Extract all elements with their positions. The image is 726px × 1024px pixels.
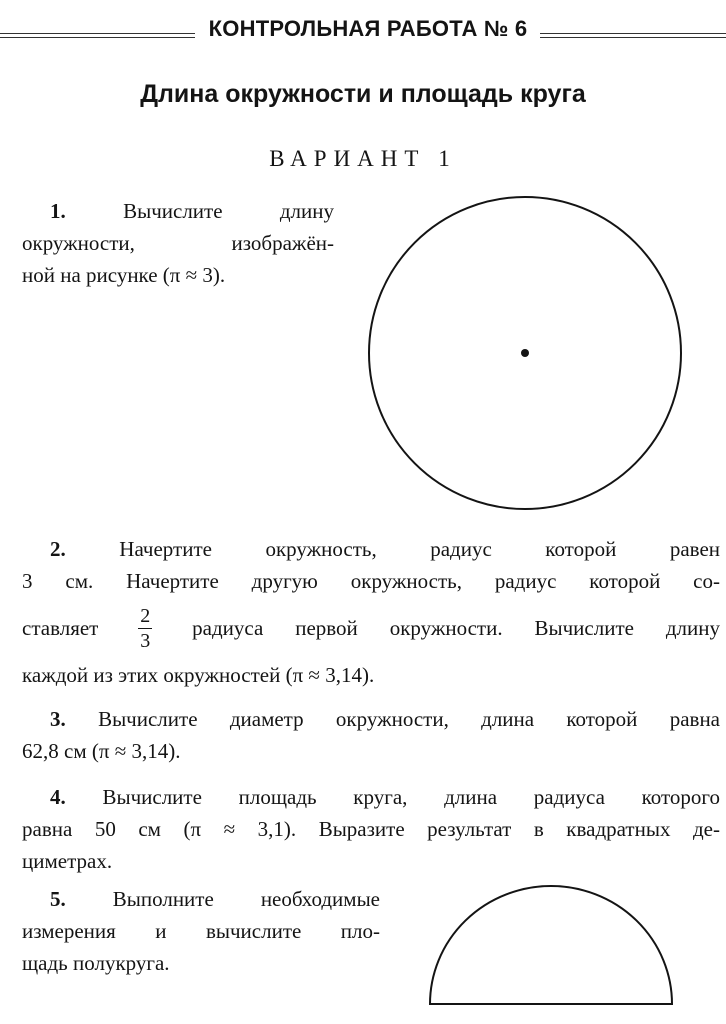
header-rule-right bbox=[540, 33, 726, 38]
task-4-line bbox=[22, 781, 720, 813]
task-5-line: измерения и вычислите пло- bbox=[22, 919, 380, 943]
task-number: 1. bbox=[50, 199, 66, 223]
task-5-line: щадь полукруга. bbox=[22, 951, 170, 975]
task-2-line bbox=[22, 533, 720, 565]
task-4 bbox=[22, 781, 720, 877]
semicircle-outline bbox=[430, 886, 672, 1004]
task-2-line bbox=[22, 597, 720, 659]
task-1-line bbox=[22, 195, 334, 227]
task-2-line: 3 см. Начертите другую окружность, радиус которой со- bbox=[22, 569, 720, 593]
fraction-bar bbox=[138, 628, 152, 629]
task-1-line: ной на рисунке (π ≈ 3). bbox=[22, 263, 226, 287]
task-text: Вычислите длину bbox=[123, 199, 334, 223]
fraction-numerator: 2 bbox=[140, 604, 151, 627]
task-3-line: 62,8 см (π ≈ 3,14). bbox=[22, 739, 181, 763]
task-2-line: каждой из этих окружностей (π ≈ 3,14). bbox=[22, 663, 375, 687]
task-text: радиуса первой окружности. Вычислите длину bbox=[192, 616, 720, 640]
topic-heading: Длина окружности и площадь круга bbox=[140, 80, 586, 108]
work-title: КОНТРОЛЬНАЯ РАБОТА № 6 bbox=[208, 16, 528, 41]
task-5 bbox=[22, 883, 380, 979]
task-5-line bbox=[22, 883, 380, 915]
task-4-line: циметрах. bbox=[22, 849, 113, 873]
task-text: ставляет bbox=[22, 616, 99, 640]
circle-center-dot bbox=[521, 349, 529, 357]
task-text: Вычислите диаметр окружности, длина которой равна bbox=[98, 707, 720, 731]
task-text: Вычислите площадь круга, длина радиуса которого bbox=[102, 785, 720, 809]
variant-heading: ВАРИАНТ 1 bbox=[269, 146, 457, 171]
fraction-denominator: 3 bbox=[140, 629, 151, 652]
circle-figure bbox=[368, 196, 688, 516]
task-text: Начертите окружность, радиус которой равен bbox=[119, 537, 721, 561]
fraction bbox=[138, 606, 152, 651]
header-rule-left bbox=[0, 33, 195, 38]
task-number: 2. bbox=[50, 537, 66, 561]
task-number: 3. bbox=[50, 707, 66, 731]
task-2 bbox=[22, 533, 720, 691]
task-3 bbox=[22, 703, 720, 767]
semicircle-figure bbox=[428, 884, 676, 1014]
task-1 bbox=[22, 195, 334, 291]
task-text: Выполните необходимые bbox=[112, 887, 380, 911]
task-3-line bbox=[22, 703, 720, 735]
task-4-line: равна 50 см (π ≈ 3,1). Выразите результат в квадратных де- bbox=[22, 817, 720, 841]
task-number: 4. bbox=[50, 785, 66, 809]
task-number: 5. bbox=[50, 887, 66, 911]
task-1-line: окружности, изображён- bbox=[22, 231, 334, 255]
